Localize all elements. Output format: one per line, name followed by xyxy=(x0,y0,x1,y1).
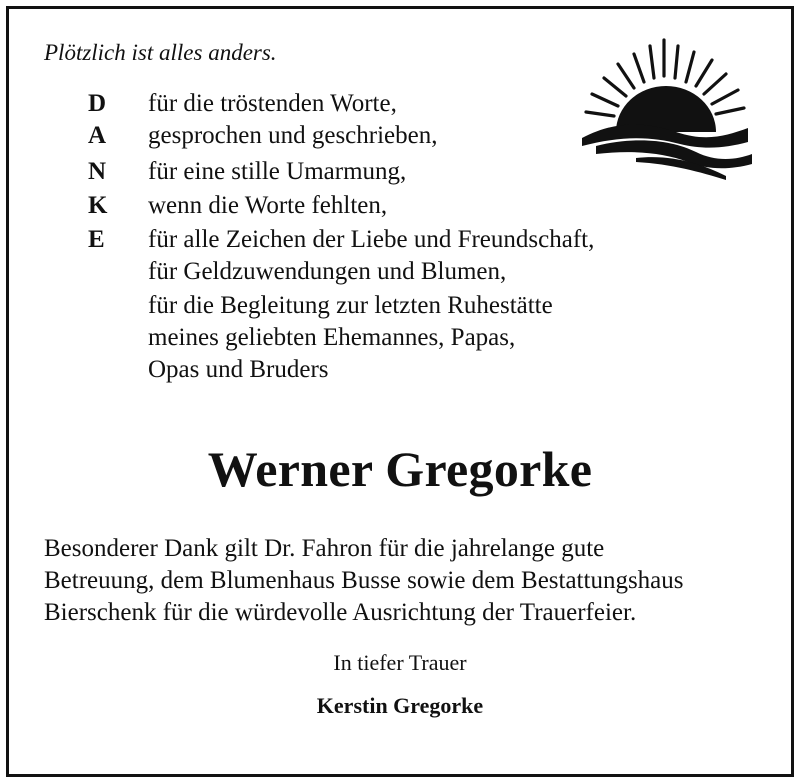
acrostic-text: für die tröstenden Worte, xyxy=(148,90,397,117)
acrostic-letter: E xyxy=(88,226,105,253)
special-thanks-line: Betreuung, dem Blumenhaus Busse sowie dem Bestattungshaus xyxy=(44,567,684,594)
deceased-name: Werner Gregorke xyxy=(207,441,593,497)
acrostic-text: wenn die Worte fehlten, xyxy=(148,192,388,219)
acrostic-letter: K xyxy=(88,192,108,219)
acrostic-text: für alle Zeichen der Liebe und Freundschaft, xyxy=(148,226,595,253)
continuation-line: Opas und Bruders xyxy=(148,356,329,383)
acrostic-line xyxy=(88,156,406,188)
signer-name: Kerstin Gregorke xyxy=(316,693,484,718)
acrostic-line xyxy=(88,224,594,256)
special-thanks-line: Bierschenk für die würdevolle Ausrichtung der Trauerfeier. xyxy=(44,599,637,626)
acrostic-text: für eine stille Umarmung, xyxy=(148,158,407,185)
acrostic-text: gesprochen und geschrieben, xyxy=(148,122,438,149)
acrostic-line xyxy=(88,190,387,222)
continuation-line: für Geldzuwendungen und Blumen, xyxy=(148,258,507,285)
acrostic-line xyxy=(88,88,397,120)
acrostic-line xyxy=(88,120,437,152)
acrostic-letter: A xyxy=(88,122,107,149)
sunset-over-hills-icon xyxy=(576,36,754,184)
acrostic-letter: D xyxy=(88,90,107,117)
motto: Plötzlich ist alles anders. xyxy=(44,40,277,65)
special-thanks xyxy=(44,533,764,629)
acrostic-letter: N xyxy=(88,158,107,185)
continuation-line: meines geliebten Ehemannes, Papas, xyxy=(148,324,516,351)
closing-phrase: In tiefer Trauer xyxy=(333,650,467,675)
special-thanks-line: Besonderer Dank gilt Dr. Fahron für die jahrelange gute xyxy=(44,535,605,562)
continuation-line: für die Begleitung zur letzten Ruhestätte xyxy=(148,292,553,319)
